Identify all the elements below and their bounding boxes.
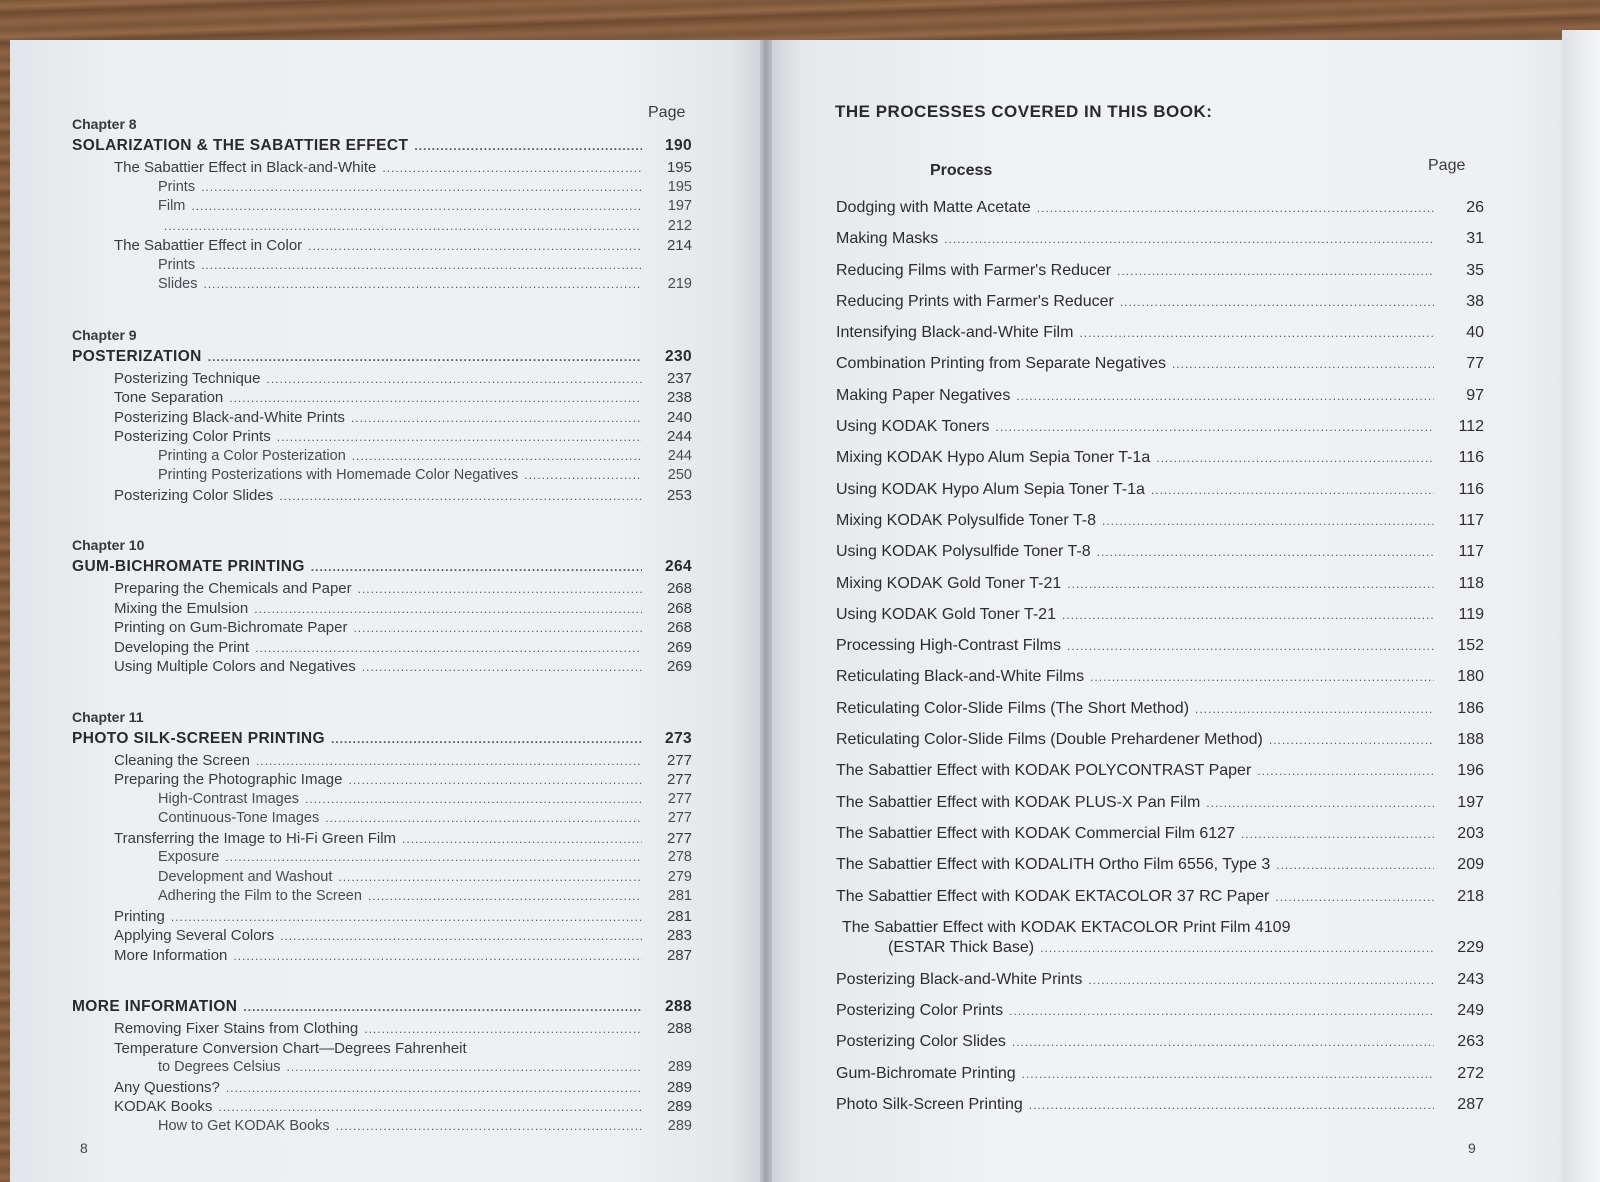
dot-leader (362, 658, 642, 678)
toc-item (72, 829, 692, 849)
dot-leader (353, 619, 642, 639)
dot-leader (208, 345, 642, 369)
process-row-text: Gum-Bichromate Printing (836, 1064, 1016, 1082)
process-row (836, 849, 1484, 880)
process-row (836, 474, 1484, 505)
toc-item-page: 269 (666, 638, 692, 656)
toc-item-page: 277 (666, 751, 692, 769)
process-row (836, 317, 1484, 348)
process-row-text: Reticulating Black-and-White Films (836, 668, 1085, 686)
process-row-page: 249 (1457, 1002, 1484, 1020)
toc-item (72, 1058, 692, 1078)
toc-item (72, 926, 692, 946)
process-row-continued-page: 229 (1457, 938, 1484, 956)
process-row (836, 1058, 1484, 1089)
toc-item-text: Printing on Gum-Bichromate Paper (114, 619, 348, 636)
toc-item (72, 868, 692, 888)
dot-leader (944, 224, 1434, 255)
toc-item-text: Prints (158, 178, 196, 195)
dot-leader (1172, 349, 1434, 380)
book-gutter (760, 40, 772, 1182)
dot-leader (382, 159, 642, 179)
toc-item-page: 212 (667, 217, 692, 234)
process-row-page: 26 (1466, 199, 1484, 216)
toc-item-page: 219 (667, 276, 692, 292)
chapter-heading-page: 264 (664, 558, 692, 575)
process-row (836, 255, 1484, 286)
toc-item-page: 214 (666, 237, 692, 254)
toc-item-text: Preparing the Photographic Image (114, 771, 343, 788)
process-row-text: Mixing KODAK Polysulfide Toner T-8 (836, 511, 1096, 529)
process-row-text: Reticulating Color-Slide Films (The Short Method) (836, 699, 1190, 717)
dot-leader (351, 409, 642, 429)
chapter-heading-page: 190 (664, 137, 692, 154)
toc-item-text: Posterizing Color Slides (114, 486, 274, 504)
process-row-text: Using KODAK Toners (836, 418, 990, 436)
dot-leader (1275, 882, 1434, 913)
toc-item (72, 907, 692, 927)
process-row (836, 505, 1484, 536)
dot-leader (402, 830, 642, 850)
process-row (836, 724, 1484, 755)
process-row-page: 263 (1457, 1033, 1484, 1051)
section-gap (72, 677, 692, 707)
toc-item (72, 447, 692, 467)
toc-item-page: 237 (666, 369, 692, 387)
chapter-heading (72, 134, 692, 158)
toc-item-text: Any Questions? (114, 1078, 220, 1096)
process-row-text: Combination Printing from Separate Negatives (836, 355, 1166, 373)
process-row-page: 118 (1458, 574, 1484, 592)
toc-item-text: Preparing the Chemicals and Paper (114, 580, 352, 597)
process-row-text: Processing High-Contrast Films (836, 637, 1061, 655)
toc-item (72, 848, 692, 868)
process-column-header: Process (930, 162, 993, 179)
toc-item-text: Continuous-Tone Images (158, 810, 320, 826)
toc-item-page: 277 (666, 829, 692, 847)
process-row (836, 599, 1484, 630)
chapter-heading-page: 273 (664, 729, 692, 747)
processes-title: THE PROCESSES COVERED IN THIS BOOK: (835, 102, 1213, 121)
toc-item-text: Development and Washout (158, 868, 333, 885)
toc-item-text: Posterizing Color Prints (114, 428, 271, 445)
toc-item-page: 277 (667, 810, 692, 826)
process-row (836, 192, 1484, 223)
process-row (836, 787, 1484, 818)
toc-item-text: How to Get KODAK Books (158, 1117, 330, 1134)
process-row-text: Reducing Prints with Farmer's Reducer (836, 292, 1114, 310)
process-row-page: 218 (1457, 887, 1484, 905)
process-row-page: 116 (1458, 449, 1484, 467)
toc-item (72, 618, 692, 638)
dot-leader (225, 848, 642, 868)
chapter-heading (72, 995, 692, 1019)
right-page-number: 9 (1468, 1140, 1476, 1156)
process-row-page: 97 (1466, 386, 1484, 404)
toc-item-page: 289 (667, 1059, 692, 1075)
toc-item-page: 281 (667, 888, 692, 904)
process-row (836, 964, 1484, 995)
toc-item (72, 256, 692, 276)
dot-leader (164, 217, 642, 237)
toc-item (72, 388, 692, 408)
left-page-number: 8 (80, 1140, 88, 1156)
process-row (836, 693, 1484, 724)
dot-leader (254, 600, 642, 620)
process-row-text: The Sabattier Effect with KODAK POLYCONTRAST Paper (836, 762, 1252, 780)
process-row-page: 243 (1457, 970, 1484, 988)
dot-leader (1062, 600, 1434, 631)
toc-item-page: 253 (666, 486, 692, 504)
dot-leader (996, 412, 1434, 443)
toc-item-page: 197 (667, 198, 692, 214)
toc-item-page: 277 (666, 771, 692, 788)
toc-item-text: Prints (158, 256, 196, 273)
chapter-label: Chapter 10 (72, 537, 145, 553)
dot-leader (1206, 788, 1434, 819)
process-row-text: Making Paper Negatives (836, 386, 1011, 404)
chapter-heading-text: MORE INFORMATION (72, 998, 238, 1015)
toc-item-text: Temperature Conversion Chart—Degrees Fahrenheit (114, 1039, 467, 1057)
process-row-page: 287 (1457, 1096, 1484, 1114)
process-row-text: Mixing KODAK Hypo Alum Sepia Toner T-1a (836, 449, 1151, 467)
toc-item (72, 809, 692, 829)
page-edge (1562, 30, 1600, 1182)
process-row-page: 40 (1466, 324, 1484, 342)
dot-leader (308, 237, 642, 257)
dot-leader (325, 809, 642, 829)
process-row-text: The Sabattier Effect with KODAK EKTACOLOR 37 RC Paper (836, 887, 1270, 905)
dot-leader (1276, 850, 1434, 881)
toc-item (72, 1019, 692, 1039)
toc-item (72, 197, 692, 217)
dot-leader (1009, 996, 1434, 1027)
toc-item-page: 288 (666, 1020, 692, 1037)
process-row-page: 116 (1458, 480, 1484, 498)
toc-item-text: Mixing the Emulsion (114, 599, 249, 617)
process-row-page: 31 (1466, 230, 1484, 248)
process-row-page: 197 (1457, 793, 1484, 811)
process-row-page: 77 (1466, 355, 1484, 373)
chapter-heading-text: POSTERIZATION (72, 347, 202, 365)
process-row-text: Intensifying Black-and-White Film (836, 324, 1074, 342)
process-row (836, 536, 1484, 567)
toc-item-text: Adhering the Film to the Screen (158, 888, 362, 904)
process-row-text: The Sabattier Effect with KODAK PLUS-X Pan Film (836, 793, 1201, 811)
toc-item (72, 486, 692, 506)
toc-item (72, 946, 692, 966)
dot-leader (171, 908, 642, 928)
dot-leader (338, 868, 642, 888)
process-row (836, 995, 1484, 1026)
toc-item-page: 238 (666, 389, 692, 406)
chapter-heading-page: 230 (664, 347, 692, 365)
toc-item (72, 638, 692, 658)
dot-leader (287, 1058, 643, 1078)
toc-item (72, 887, 692, 907)
toc-item-page: 268 (666, 599, 692, 617)
process-row-page: 35 (1466, 261, 1484, 279)
toc-item-page: 269 (666, 658, 692, 675)
dot-leader (201, 178, 642, 198)
process-row (836, 818, 1484, 849)
dot-leader (1067, 631, 1434, 662)
toc-item (72, 579, 692, 599)
process-row-text: Photo Silk-Screen Printing (836, 1096, 1023, 1114)
process-row (836, 661, 1484, 692)
toc-item-text: Applying Several Colors (114, 927, 275, 944)
dot-leader (1117, 256, 1434, 287)
process-row-text: Making Masks (836, 230, 939, 248)
dot-leader (1102, 506, 1434, 537)
process-row-text: The Sabattier Effect with KODALITH Ortho Film 6556, Type 3 (836, 856, 1271, 874)
process-row-page: 196 (1457, 762, 1484, 780)
dot-leader (336, 1117, 642, 1137)
dot-leader (277, 428, 642, 448)
dot-leader (1269, 725, 1434, 756)
process-list (836, 192, 1484, 1120)
left-page-label: Page (648, 104, 686, 121)
dot-leader (1067, 569, 1434, 600)
chapter-heading-page: 288 (664, 998, 692, 1015)
process-row (836, 568, 1484, 599)
process-row-page: 180 (1457, 668, 1484, 686)
process-row-text: Using KODAK Hypo Alum Sepia Toner T-1a (836, 480, 1145, 498)
dot-leader (1088, 965, 1434, 996)
toc-item-text: More Information (114, 946, 228, 964)
process-row (836, 286, 1484, 317)
process-row (836, 223, 1484, 254)
toc-item-page: 289 (667, 1117, 692, 1134)
toc-item-text: Film (158, 198, 186, 214)
dot-leader (1241, 819, 1434, 850)
process-row-page: 186 (1457, 699, 1484, 717)
process-row (836, 1026, 1484, 1057)
toc-item-page: 268 (666, 580, 692, 597)
process-row (836, 918, 1484, 938)
section-gap (72, 505, 692, 535)
toc-item (72, 770, 692, 790)
dot-leader (233, 947, 642, 967)
process-row-continued (836, 938, 1484, 958)
dot-leader (1090, 662, 1434, 693)
dot-leader (1012, 1027, 1434, 1058)
toc-item (72, 275, 692, 295)
toc-item (72, 178, 692, 198)
toc-item-text: Printing a Color Posterization (158, 447, 346, 464)
toc-item (72, 657, 692, 677)
toc-item-page: 277 (667, 790, 692, 807)
process-row-page: 188 (1457, 731, 1484, 749)
process-row-text: The Sabattier Effect with KODAK Commercial Film 6127 (836, 824, 1235, 842)
toc-item-page: 195 (666, 159, 692, 176)
chapter-heading-text: GUM-BICHROMATE PRINTING (72, 558, 305, 575)
toc-item-page: 195 (667, 178, 692, 195)
dot-leader (191, 197, 642, 217)
dot-leader (524, 466, 642, 486)
chapter-label: Chapter 9 (72, 326, 137, 343)
process-row (836, 755, 1484, 786)
chapter-heading (72, 727, 692, 751)
chapter-heading (72, 555, 692, 579)
dot-leader (1151, 475, 1434, 506)
process-row-page: 209 (1457, 856, 1484, 874)
dot-leader (255, 639, 642, 659)
process-row-page: 119 (1458, 605, 1484, 623)
dot-leader (226, 1079, 642, 1099)
process-row (836, 348, 1484, 379)
dot-leader (1079, 318, 1434, 349)
toc-item (72, 751, 692, 771)
toc-item-page: 244 (667, 447, 692, 464)
toc-item-page: 250 (667, 467, 692, 483)
right-page-label: Page (1428, 157, 1466, 174)
dot-leader (201, 256, 642, 276)
toc-item-text: Slides (158, 276, 198, 292)
dot-leader (311, 555, 642, 579)
dot-leader (1120, 287, 1434, 318)
process-row-text: Posterizing Color Prints (836, 1002, 1004, 1020)
process-row-page: 152 (1457, 637, 1484, 655)
dot-leader (1195, 694, 1434, 725)
toc-item (72, 599, 692, 619)
toc-item-text: Posterizing Black-and-White Prints (114, 408, 345, 426)
process-row-page: 117 (1458, 543, 1484, 561)
process-row-text: Reducing Films with Farmer's Reducer (836, 261, 1112, 279)
toc-item (72, 1117, 692, 1137)
dot-leader (1029, 1090, 1434, 1121)
toc-item-text: Tone Separation (114, 389, 224, 406)
process-row-text: Mixing KODAK Gold Toner T-21 (836, 574, 1062, 592)
dot-leader (358, 580, 642, 600)
toc-item-text: High-Contrast Images (158, 790, 300, 807)
dot-leader (348, 771, 642, 791)
toc-item (72, 427, 692, 447)
toc-item (72, 369, 692, 389)
chapter-label: Chapter 8 (72, 116, 137, 132)
process-row-page: 117 (1458, 511, 1484, 529)
dot-leader (414, 134, 642, 158)
toc-item-text: KODAK Books (114, 1098, 213, 1115)
dot-leader (256, 752, 642, 772)
toc-item-page: 244 (666, 428, 692, 445)
dot-leader (305, 790, 642, 810)
dot-leader (331, 727, 642, 751)
toc-item-text: Printing Posterizations with Homemade Color Negatives (158, 467, 519, 483)
dot-leader (1040, 938, 1434, 958)
chapter-heading-text: SOLARIZATION & THE SABATTIER EFFECT (72, 137, 409, 154)
toc-item (72, 1078, 692, 1098)
toc-item-page: 287 (666, 946, 692, 964)
process-row-page: 38 (1466, 292, 1484, 310)
process-row-text: Dodging with Matte Acetate (836, 199, 1031, 216)
toc-item-page: 278 (667, 849, 692, 865)
dot-leader (1022, 1059, 1434, 1090)
chapter-heading (72, 345, 692, 369)
toc-item-page: 240 (666, 408, 692, 426)
process-row-text: Using KODAK Polysulfide Toner T-8 (836, 543, 1091, 561)
process-row-text: Using KODAK Gold Toner T-21 (836, 605, 1056, 623)
chapter-label: Chapter 11 (72, 708, 144, 725)
toc-item-text: Removing Fixer Stains from Clothing (114, 1020, 359, 1037)
toc-item-text: Posterizing Technique (114, 369, 261, 387)
dot-leader (279, 487, 642, 507)
toc-item (72, 1097, 692, 1117)
toc-item-text: Transferring the Image to Hi-Fi Green Film (114, 829, 397, 847)
toc-item-page: 289 (666, 1078, 692, 1096)
process-row-continued-text: (ESTAR Thick Base) (888, 938, 1035, 956)
toc-item-page: 281 (666, 907, 692, 925)
process-row-text: The Sabattier Effect with KODAK EKTACOLOR Print Film 4109 (842, 918, 1291, 936)
toc-item-text: to Degrees Celsius (158, 1059, 281, 1075)
dot-leader (368, 887, 642, 907)
process-row (836, 881, 1484, 912)
process-row (836, 630, 1484, 661)
dot-leader (364, 1020, 642, 1040)
toc-item (72, 1039, 692, 1059)
toc-item-page: 279 (667, 868, 692, 885)
dot-leader (1156, 443, 1434, 474)
toc-item (72, 158, 692, 178)
process-row-text: Posterizing Color Slides (836, 1033, 1006, 1051)
process-row-text: Reticulating Color-Slide Films (Double Prehardener Method) (836, 731, 1263, 749)
toc-item-text: Cleaning the Screen (114, 751, 250, 769)
dot-leader (1037, 193, 1434, 224)
section-gap (72, 965, 692, 995)
toc-item-text: Using Multiple Colors and Negatives (114, 658, 356, 675)
process-row (836, 1089, 1484, 1120)
toc-item (72, 217, 692, 237)
toc-item (72, 790, 692, 810)
dot-leader (1257, 756, 1434, 787)
section-gap (72, 295, 692, 325)
dot-leader (218, 1098, 642, 1118)
toc-item (72, 236, 692, 256)
toc-item-text: The Sabattier Effect in Color (114, 237, 303, 254)
process-row-page: 272 (1457, 1064, 1484, 1082)
toc-item (72, 466, 692, 486)
dot-leader (204, 275, 643, 295)
toc-item-text: The Sabattier Effect in Black-and-White (114, 159, 377, 176)
process-row (836, 380, 1484, 411)
dot-leader (229, 389, 642, 409)
dot-leader (243, 995, 642, 1019)
toc-item-page: 268 (666, 619, 692, 636)
dot-leader (352, 447, 642, 467)
toc-item-text: Developing the Print (114, 638, 250, 656)
toc-item-text: Exposure (158, 849, 220, 865)
process-row (836, 442, 1484, 473)
toc-item-text: Printing (114, 907, 165, 925)
process-row-page: 203 (1457, 824, 1484, 842)
dot-leader (1097, 537, 1434, 568)
toc-item-page: 283 (666, 927, 692, 944)
dot-leader (266, 370, 642, 390)
dot-leader (280, 927, 642, 947)
chapter-heading-text: PHOTO SILK-SCREEN PRINTING (72, 729, 325, 747)
toc-item-page: 289 (666, 1098, 692, 1115)
process-row (836, 411, 1484, 442)
toc-item (72, 408, 692, 428)
dot-leader (1016, 381, 1434, 412)
process-row-page: 112 (1458, 418, 1484, 436)
process-row-text: Posterizing Black-and-White Prints (836, 970, 1083, 988)
